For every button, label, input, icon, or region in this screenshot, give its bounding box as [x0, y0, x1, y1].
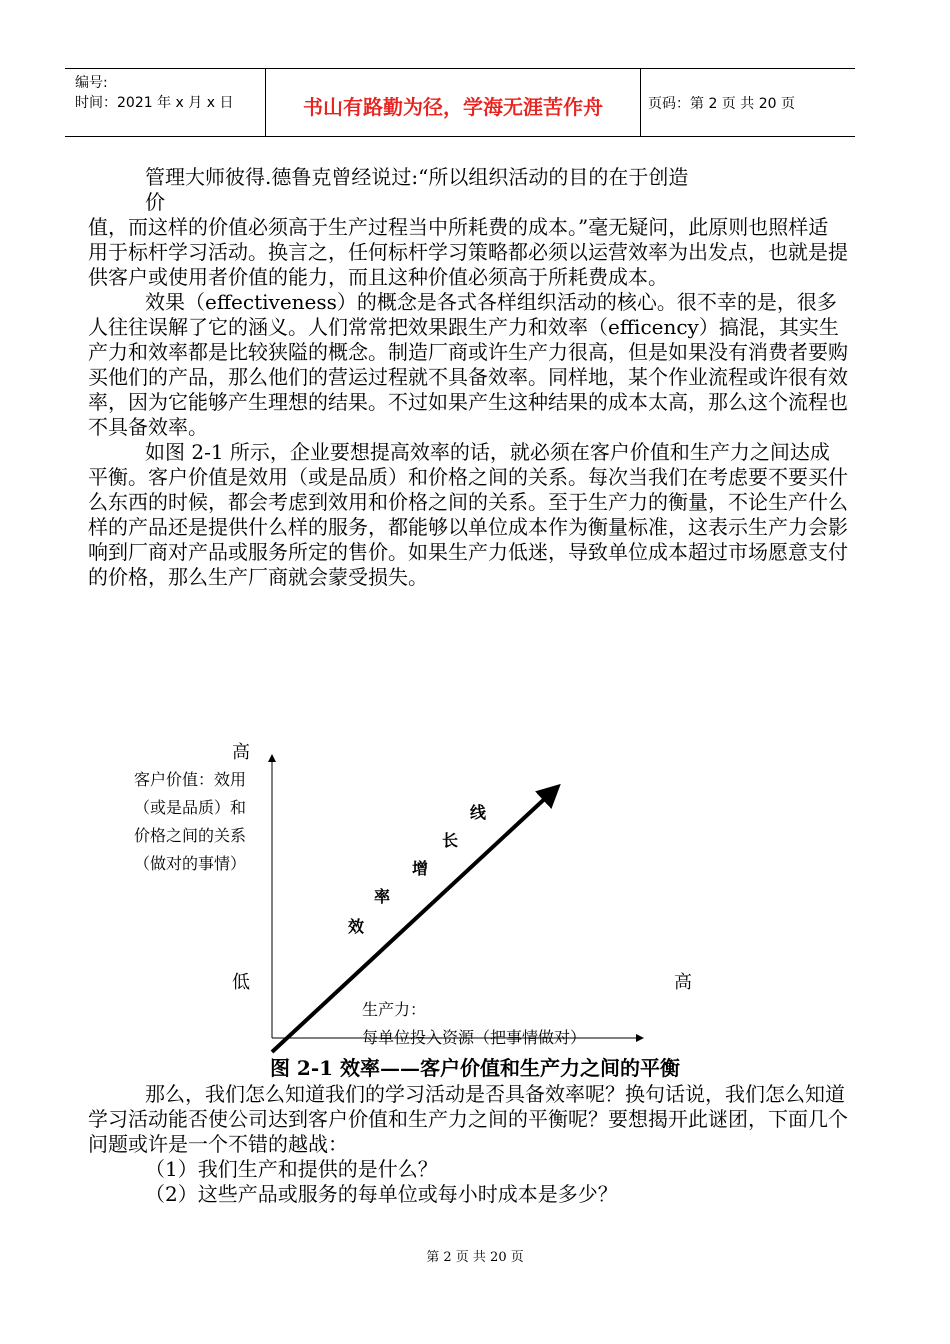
x-axis-label-line: 生产力：: [362, 1000, 427, 1019]
x-axis-high-label: 高: [674, 972, 692, 993]
y-axis-label-line: （或是品质）和: [134, 798, 247, 817]
figure-caption: 图 2-1 效率——客户价值和生产力之间的平衡: [269, 1056, 681, 1080]
line-label-char: 率: [374, 887, 391, 906]
header-motto: 书山有路勤为径，学海无涯苦作舟: [303, 95, 603, 119]
line-label-char: 长: [442, 831, 459, 850]
y-axis-description: [134, 766, 246, 878]
y-axis-label-line: 价格之间的关系: [134, 826, 247, 845]
paragraph-3: 如图 2-1 所示，企业要想提高效率的话，就必须在客户价值和生产力之间达成平衡。客户价值是效用（或是品质）和价格之间的关系。每次当我们在考虑要不要买什么东西的时候，都会考虑到效用和价格之间的关系。至于生产力的衡量，不论生产什么样的产品还是提供什么样的服务，都能够以单位成本作为衡量标准，这表示生产力会影响到厂商对产品或服务所定的售价。如果生产力低迷，导致单位成本超过市场愿意支付的价格，那么生产厂商就会蒙受损失。: [88, 440, 848, 589]
y-axis-low-label: 低: [232, 972, 250, 993]
paragraph-2: 效果（effectiveness）的概念是各式各样组织活动的核心。很不幸的是，很多人往往误解了它的涵义。人们常常把效果跟生产力和效率（efficency）搞混，其实生产力和效率都是比较狭隘的概念。制造厂商或许生产力很高，但是如果没有消费者要购买他们的产品，那么他们的营运过程就不具备效率。同样地，某个作业流程或许很有效率，因为它能够产生理想的结果。不过如果产生这种结果的成本太高，那么这个流程也不具备效率。: [88, 290, 848, 439]
y-axis-label-line: 客户价值：效用: [134, 770, 247, 789]
y-axis-high-label: 高: [232, 742, 250, 763]
paragraph-1-line-1: 管理大师彼得.德鲁克曾经说过:“所以组织活动的目的在于创造: [145, 165, 689, 189]
paragraph-1-line-2: 价: [145, 190, 165, 214]
document-number-label: 编号:: [75, 75, 108, 91]
question-2: （2）这些产品或服务的每单位或每小时成本是多少？: [145, 1182, 618, 1206]
question-1: （1）我们生产和提供的是什么？: [145, 1157, 438, 1181]
y-axis-label-line: （做对的事情）: [134, 854, 247, 873]
line-label-char: 线: [470, 803, 487, 822]
line-label-char: 效: [348, 917, 365, 936]
x-axis-label-line: 每单位投入资源（把事情做对）: [362, 1028, 587, 1047]
paragraph-1-rest: 值，而这样的价值必须高于生产过程当中所耗费的成本。”毫无疑问，此原则也照样适用于标杆学习活动。换言之，任何标杆学习策略都必须以运营效率为出发点，也就是提供客户或使用者价值的能力，而且这种价值必须高于所耗费成本。: [88, 215, 848, 289]
body-section-2: [88, 1082, 848, 1207]
x-axis-description: [362, 996, 586, 1052]
header-page-number: 页码：第 2 页 共 20 页: [648, 96, 795, 112]
document-time-label: 时间：2021 年 x 月 x 日: [75, 95, 234, 111]
paragraph-4: 那么，我们怎么知道我们的学习活动是否具备效率呢？换句话说，我们怎么知道学习活动能否使公司达到客户价值和生产力之间的平衡呢？要想揭开此谜团，下面几个问题或许是一个不错的越战：: [88, 1082, 848, 1156]
page-footer: 第 2 页 共 20 页: [426, 1250, 524, 1265]
line-label-char: 增: [412, 859, 429, 878]
